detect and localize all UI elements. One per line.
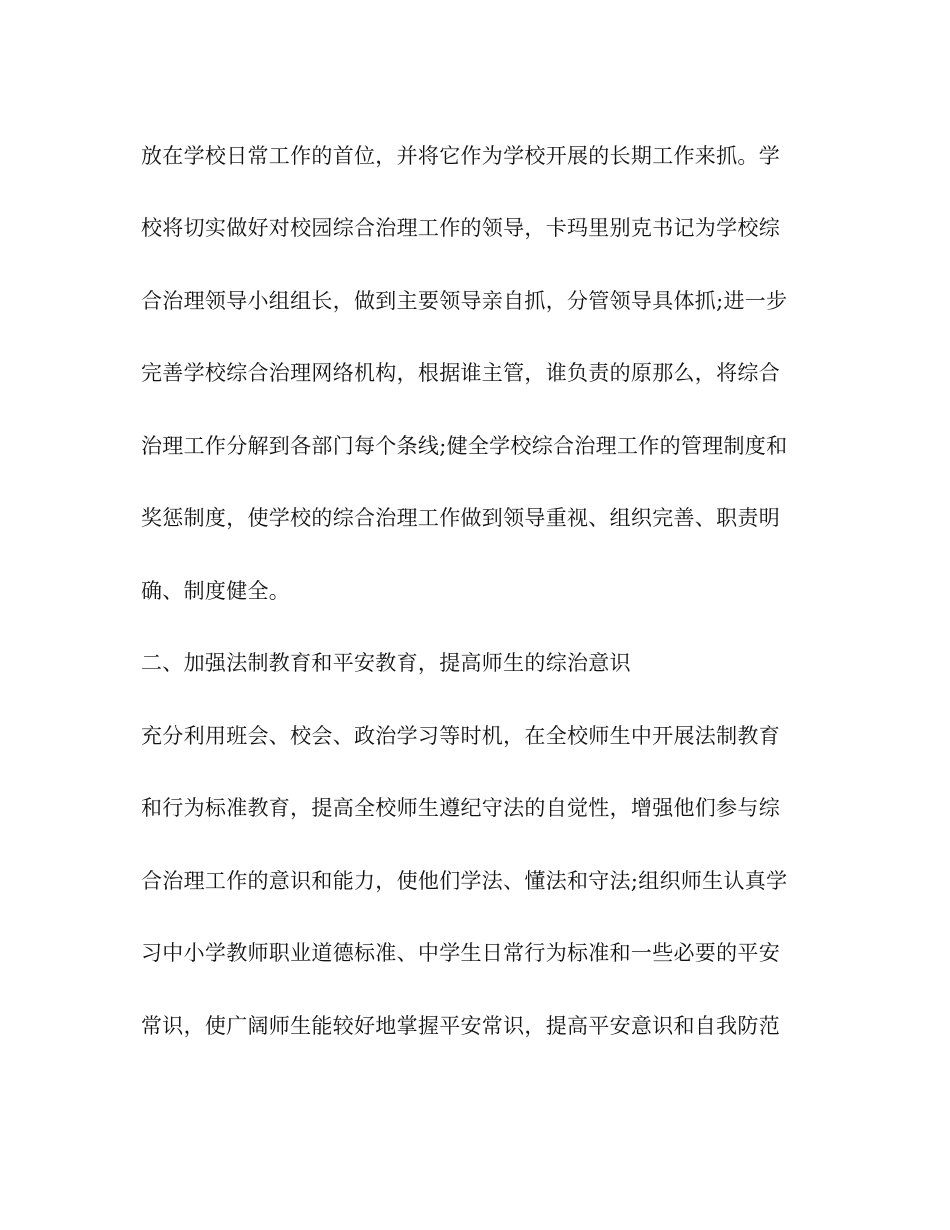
paragraph-line: 充分利用班会、校会、政治学习等时机，在全校师生中开展法制教育 — [141, 724, 780, 748]
paragraph-line: 合治理工作的意识和能力，使他们学法、懂法和守法;组织师生认真学 — [141, 869, 788, 893]
section-heading: 二、加强法制教育和平安教育，提高师生的综治意识 — [141, 651, 631, 675]
paragraph-line: 和行为标准教育，提高全校师生遵纪守法的自觉性，增强他们参与综 — [141, 796, 780, 820]
paragraph-line: 完善学校综合治理网络机构，根据谁主管，谁负责的原那么，将综合 — [141, 361, 780, 385]
paragraph-line: 常识，使广阔师生能较好地掌握平安常识，提高平安意识和自我防范 — [141, 1014, 780, 1038]
paragraph-line: 治理工作分解到各部门每个条线;健全学校综合治理工作的管理制度和 — [141, 434, 788, 458]
paragraph-line: 习中小学教师职业道德标准、中学生日常行为标准和一些必要的平安 — [141, 941, 780, 965]
paragraph-line: 奖惩制度，使学校的综合治理工作做到领导重视、组织完善、职责明 — [141, 506, 780, 530]
paragraph-line: 合治理领导小组组长，做到主要领导亲自抓，分管领导具体抓;进一步 — [141, 289, 788, 313]
paragraph-line: 校将切实做好对校园综合治理工作的领导，卡玛里别克书记为学校综 — [141, 216, 780, 240]
paragraph-line: 放在学校日常工作的首位，并将它作为学校开展的长期工作来抓。学 — [141, 144, 780, 168]
paragraph-line: 确、制度健全。 — [141, 579, 291, 603]
